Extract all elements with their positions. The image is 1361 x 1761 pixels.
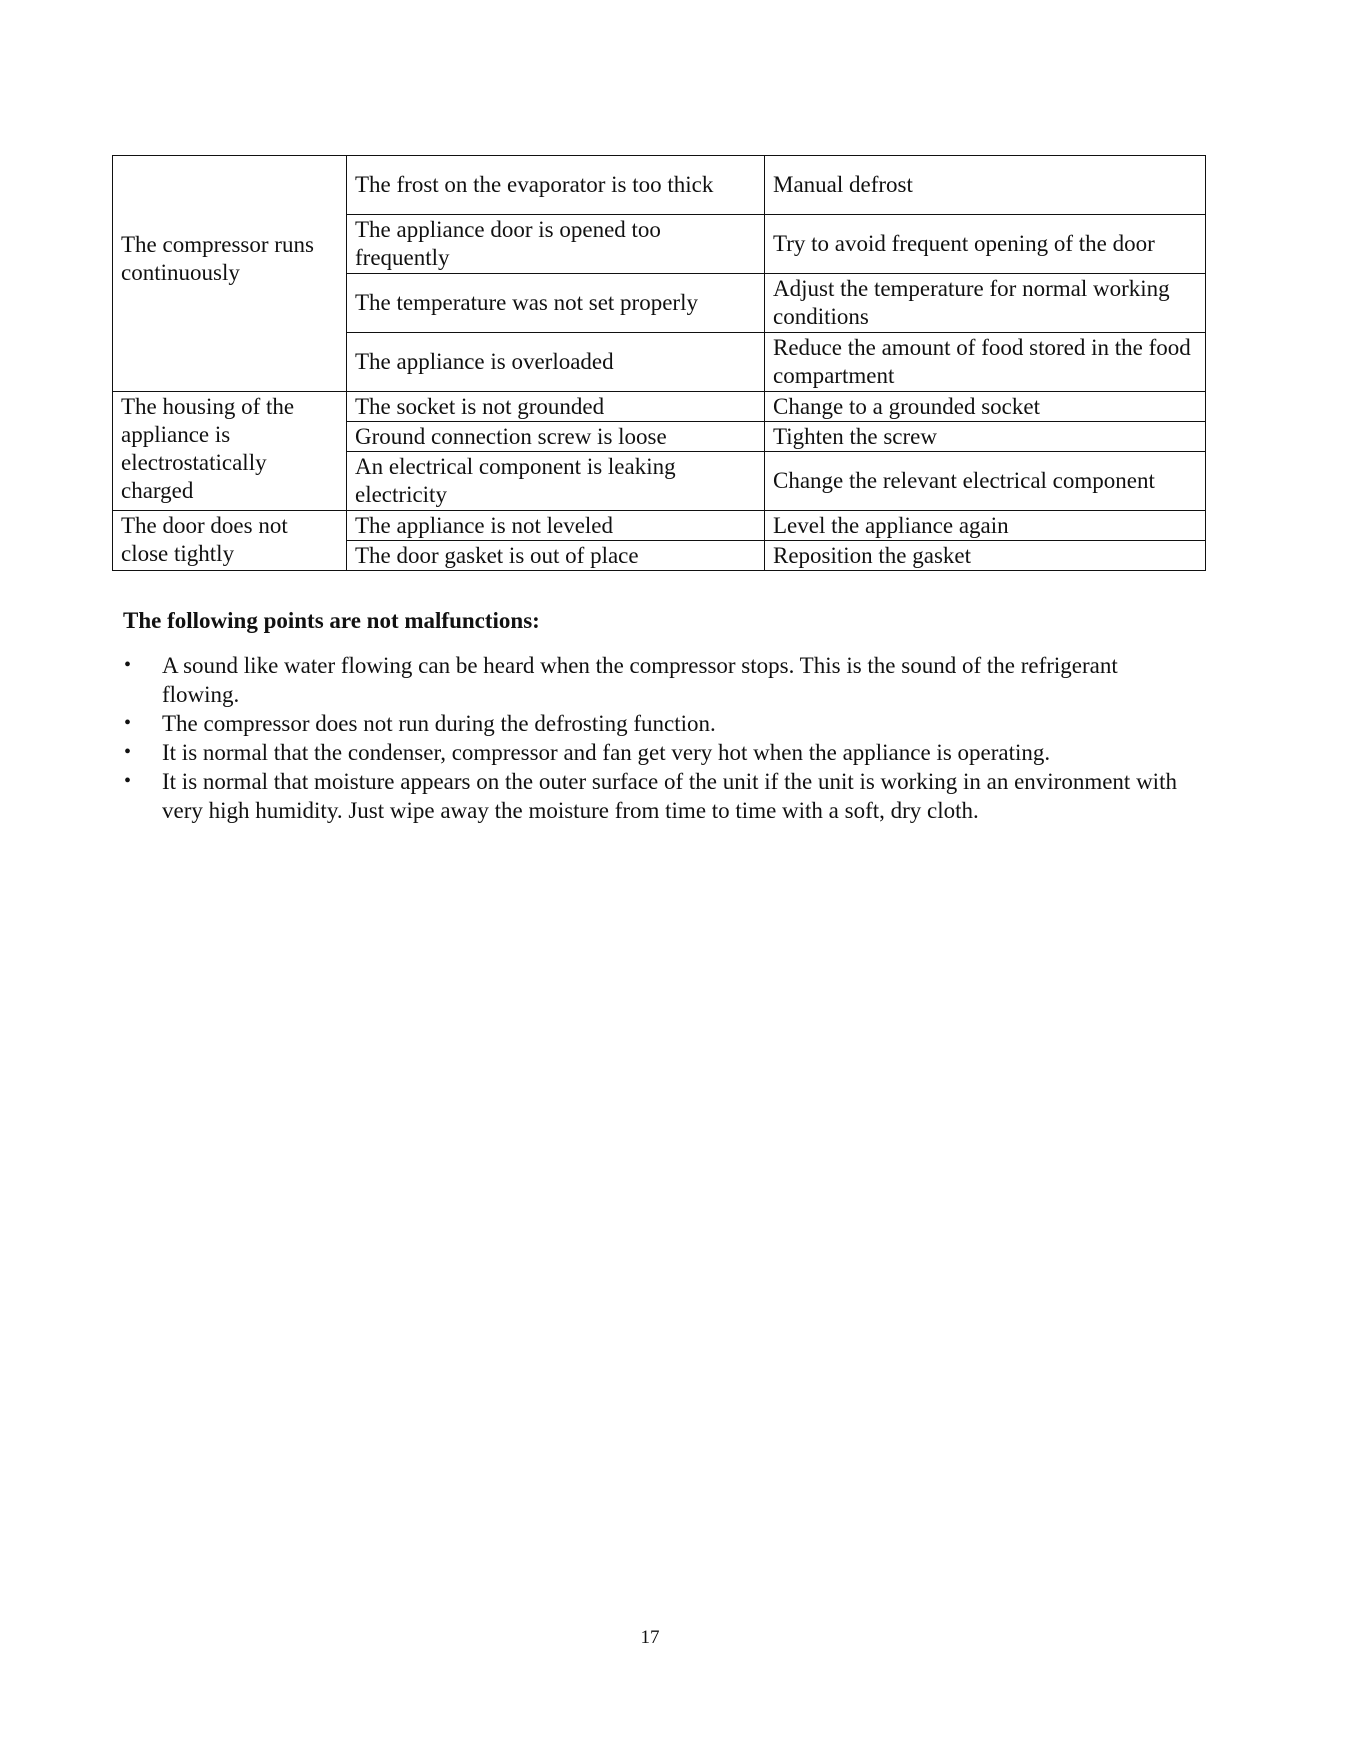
list-item	[122, 651, 1182, 709]
list-item	[122, 767, 1182, 825]
notes-list	[122, 651, 1182, 825]
troubleshooting-table	[112, 155, 1206, 571]
cause-cell: The frost on the evaporator is too thick	[347, 156, 765, 215]
problem-cell	[113, 156, 347, 392]
problem-text: The compressor runs continuously	[121, 231, 314, 285]
problem-cell	[113, 511, 347, 571]
list-item-text: A sound like water flowing can be heard when the compressor stops. This is the sound of the refrigerant flowing.	[162, 653, 1118, 707]
cause-cell: The appliance is overloaded	[347, 333, 765, 392]
solution-cell: Manual defrost	[765, 156, 1206, 215]
solution-cell: Tighten the screw	[765, 422, 1206, 452]
cause-cell: The socket is not grounded	[347, 392, 765, 422]
cause-cell: The door gasket is out of place	[347, 541, 765, 571]
table-row	[113, 156, 1206, 215]
solution-cell: Reposition the gasket	[765, 541, 1206, 571]
list-item-text: It is normal that moisture appears on the outer surface of the unit if the unit is working in an environment with very high humidity. Just wipe away the moisture from time to time with a soft, dry cloth.	[162, 769, 1177, 823]
bullet-icon: •	[124, 741, 132, 763]
problem-cell	[113, 392, 347, 511]
solution-cell: Change the relevant electrical component	[765, 452, 1206, 511]
solution-cell: Try to avoid frequent opening of the door	[765, 215, 1206, 274]
solution-cell: Level the appliance again	[765, 511, 1206, 541]
cause-cell: The appliance is not leveled	[347, 511, 765, 541]
cause-cell: The appliance door is opened too frequently	[347, 215, 765, 274]
list-item-text: It is normal that the condenser, compressor and fan get very hot when the appliance is operating.	[162, 740, 1051, 765]
solution-cell: Reduce the amount of food stored in the food compartment	[765, 333, 1206, 392]
cause-cell: An electrical component is leaking electricity	[347, 452, 765, 511]
section-heading: The following points are not malfunctions:	[123, 608, 540, 633]
solution-cell: Adjust the temperature for normal working conditions	[765, 274, 1206, 333]
cause-cell: The temperature was not set properly	[347, 274, 765, 333]
list-item	[122, 709, 1182, 738]
bullet-icon: •	[124, 712, 132, 734]
problem-text: The housing of the appliance is electrostatically charged	[121, 394, 295, 503]
page-number: 17	[640, 1627, 660, 1648]
cause-cell: Ground connection screw is loose	[347, 422, 765, 452]
problem-text: The door does not close tightly	[121, 513, 288, 566]
solution-cell: Change to a grounded socket	[765, 392, 1206, 422]
bullet-icon: •	[124, 770, 132, 792]
list-item	[122, 738, 1182, 767]
table-row	[113, 392, 1206, 422]
bullet-icon: •	[124, 654, 132, 676]
table-row	[113, 511, 1206, 541]
list-item-text: The compressor does not run during the defrosting function.	[162, 711, 716, 736]
